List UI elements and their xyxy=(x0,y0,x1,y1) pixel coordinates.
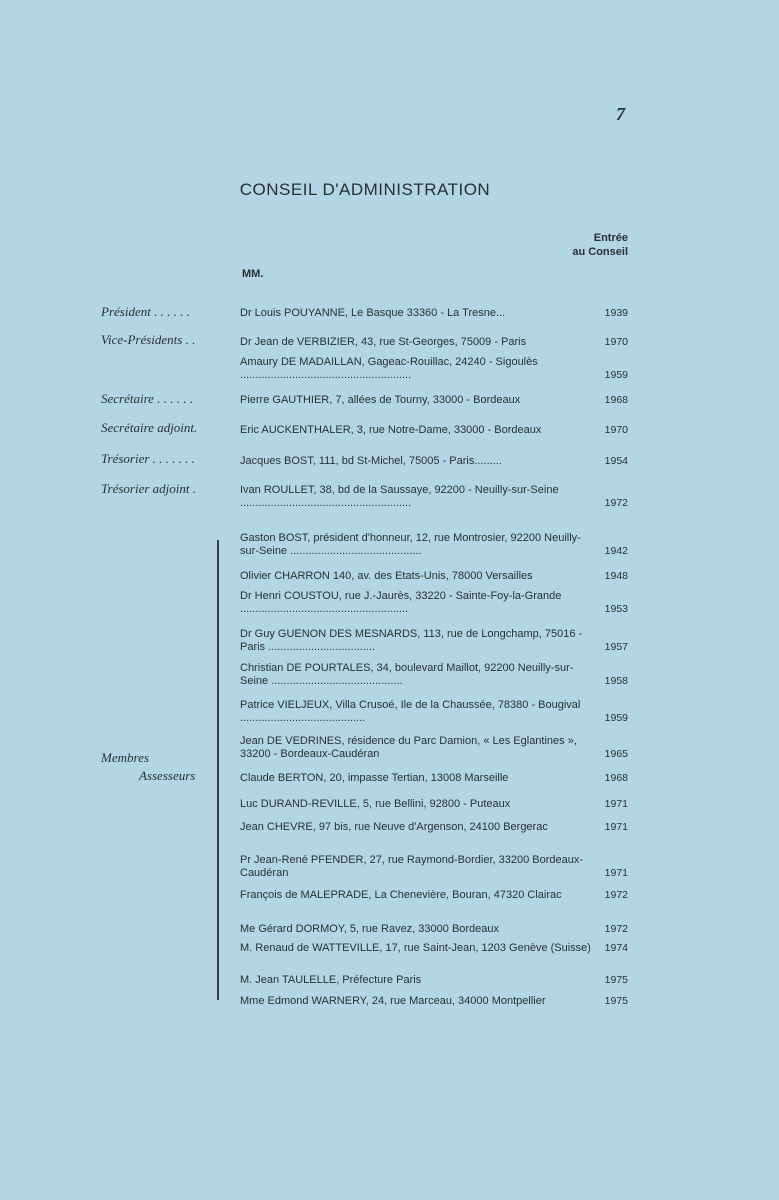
member-year: 1957 xyxy=(604,641,628,653)
member-year: 1942 xyxy=(604,545,628,557)
entry-header-line-1: Entrée xyxy=(593,232,628,244)
member-entry xyxy=(240,628,628,654)
member-year: 1948 xyxy=(604,570,628,582)
officer-year: 1954 xyxy=(604,455,628,467)
member-text: Christian DE POURTALES, 34, boulevard Maillot, 92200 Neuilly-sur-Seine ........................................... xyxy=(240,662,574,687)
member-year: 1953 xyxy=(604,603,628,615)
member-entry xyxy=(240,772,628,785)
officer-entry xyxy=(240,455,628,468)
member-year: 1972 xyxy=(604,889,628,901)
officer-year: 1970 xyxy=(604,424,628,436)
member-text: François de MALEPRADE, La Chenevière, Bouran, 47320 Clairac xyxy=(240,889,562,901)
officer-text: Dr Louis POUYANNE, Le Basque 33360 - La Tresne... xyxy=(240,307,506,319)
officer-entry xyxy=(240,307,628,320)
entry-header-line-2: au Conseil xyxy=(572,246,628,258)
member-text: Dr Henri COUSTOU, rue J.-Jaurès, 33220 - Sainte-Foy-la-Grande ....................................................... xyxy=(240,590,562,615)
member-entry xyxy=(240,699,628,725)
officer-text: Pierre GAUTHIER, 7, allées de Tourny, 33000 - Bordeaux xyxy=(240,394,521,406)
member-year: 1968 xyxy=(604,772,628,784)
page-number: 7 xyxy=(616,104,625,124)
member-text: Claude BERTON, 20, impasse Tertian, 13008 Marseille xyxy=(240,772,509,784)
member-year: 1972 xyxy=(604,923,628,935)
member-text: Me Gérard DORMOY, 5, rue Ravez, 33000 Bordeaux xyxy=(240,923,500,935)
members-label-line-1: Membres xyxy=(101,750,149,765)
member-year: 1965 xyxy=(604,748,628,760)
officer-entry xyxy=(240,336,628,349)
member-entry xyxy=(240,570,628,583)
officer-entry xyxy=(240,484,628,510)
member-text: Olivier CHARRON 140, av. des Etats-Unis, 78000 Versailles xyxy=(240,570,533,582)
member-text: Luc DURAND-REVILLE, 5, rue Bellini, 92800 - Puteaux xyxy=(240,798,511,810)
officer-text: Jacques BOST, 111, bd St-Michel, 75005 - Paris......... xyxy=(240,455,502,467)
officer-year: 1939 xyxy=(604,307,628,319)
page-title: CONSEIL D'ADMINISTRATION xyxy=(239,180,491,199)
role-vice-presidents: Vice-Présidents . . xyxy=(101,332,196,347)
officer-year: 1972 xyxy=(604,497,628,509)
member-text: Gaston BOST, président d'honneur, 12, rue Montrosier, 92200 Neuilly-sur-Seine ........................................... xyxy=(240,532,581,557)
member-entry xyxy=(240,798,628,811)
member-year: 1971 xyxy=(604,867,628,879)
entry-column-header xyxy=(572,231,628,259)
member-year: 1974 xyxy=(604,942,628,954)
member-entry xyxy=(240,821,628,834)
officer-year: 1970 xyxy=(604,336,628,348)
officer-entry xyxy=(240,356,628,382)
role-president: Président . . . . . . xyxy=(101,304,190,319)
members-label-line-2: Assesseurs xyxy=(139,768,196,783)
officer-text: Amaury DE MADAILLAN, Gageac-Rouillac, 24240 - Sigoulès ........................................................ xyxy=(240,356,538,381)
members-bracket xyxy=(217,540,219,1000)
member-entry xyxy=(240,735,628,761)
member-text: Patrice VIELJEUX, Villa Crusoé, Ile de la Chaussée, 78380 - Bougival ......................................... xyxy=(240,699,581,724)
officer-text: Ivan ROULLET, 38, bd de la Saussaye, 92200 - Neuilly-sur-Seine ........................................................ xyxy=(240,484,559,509)
member-text: Pr Jean-René PFENDER, 27, rue Raymond-Bordier, 33200 Bordeaux-Caudéran xyxy=(240,854,584,879)
member-text: Dr Guy GUENON DES MESNARDS, 113, rue de Longchamp, 75016 - Paris ................................... xyxy=(240,628,583,653)
role-tresorier-adjoint: Trésorier adjoint . xyxy=(101,481,196,496)
officer-text: Dr Jean de VERBIZIER, 43, rue St-Georges, 75009 - Paris xyxy=(240,336,527,348)
officer-entry xyxy=(240,424,628,437)
role-secretaire-adjoint: Secrétaire adjoint. xyxy=(101,420,198,435)
officer-year: 1959 xyxy=(604,369,628,381)
member-entry xyxy=(240,923,628,936)
member-entry xyxy=(240,942,628,955)
member-entry xyxy=(240,532,628,558)
member-year: 1959 xyxy=(604,712,628,724)
member-entry xyxy=(240,974,628,987)
member-text: Jean DE VEDRINES, résidence du Parc Damion, « Les Eglantines », 33200 - Bordeaux-Caudéran xyxy=(240,735,577,760)
officer-text: Eric AUCKENTHALER, 3, rue Notre-Dame, 33000 - Bordeaux xyxy=(240,424,542,436)
member-year: 1971 xyxy=(604,798,628,810)
member-year: 1971 xyxy=(604,821,628,833)
member-text: M. Renaud de WATTEVILLE, 17, rue Saint-Jean, 1203 Genève (Suisse) xyxy=(240,942,591,954)
member-text: M. Jean TAULELLE, Préfecture Paris xyxy=(240,974,422,986)
member-entry xyxy=(240,662,628,688)
member-year: 1975 xyxy=(604,974,628,986)
member-entry xyxy=(240,590,628,616)
officer-entry xyxy=(240,394,628,407)
member-entry xyxy=(240,889,628,902)
member-text: Jean CHEVRE, 97 bis, rue Neuve d'Argenson, 24100 Bergerac xyxy=(240,821,548,833)
member-year: 1958 xyxy=(604,675,628,687)
member-entry xyxy=(240,854,628,880)
mm-label: MM. xyxy=(242,268,264,280)
member-text: Mme Edmond WARNERY, 24, rue Marceau, 34000 Montpellier xyxy=(240,995,546,1007)
member-year: 1975 xyxy=(604,995,628,1007)
member-entry xyxy=(240,995,628,1008)
role-secretaire: Secrétaire . . . . . . xyxy=(101,391,193,406)
officer-year: 1968 xyxy=(604,394,628,406)
role-tresorier: Trésorier . . . . . . . xyxy=(101,451,195,466)
